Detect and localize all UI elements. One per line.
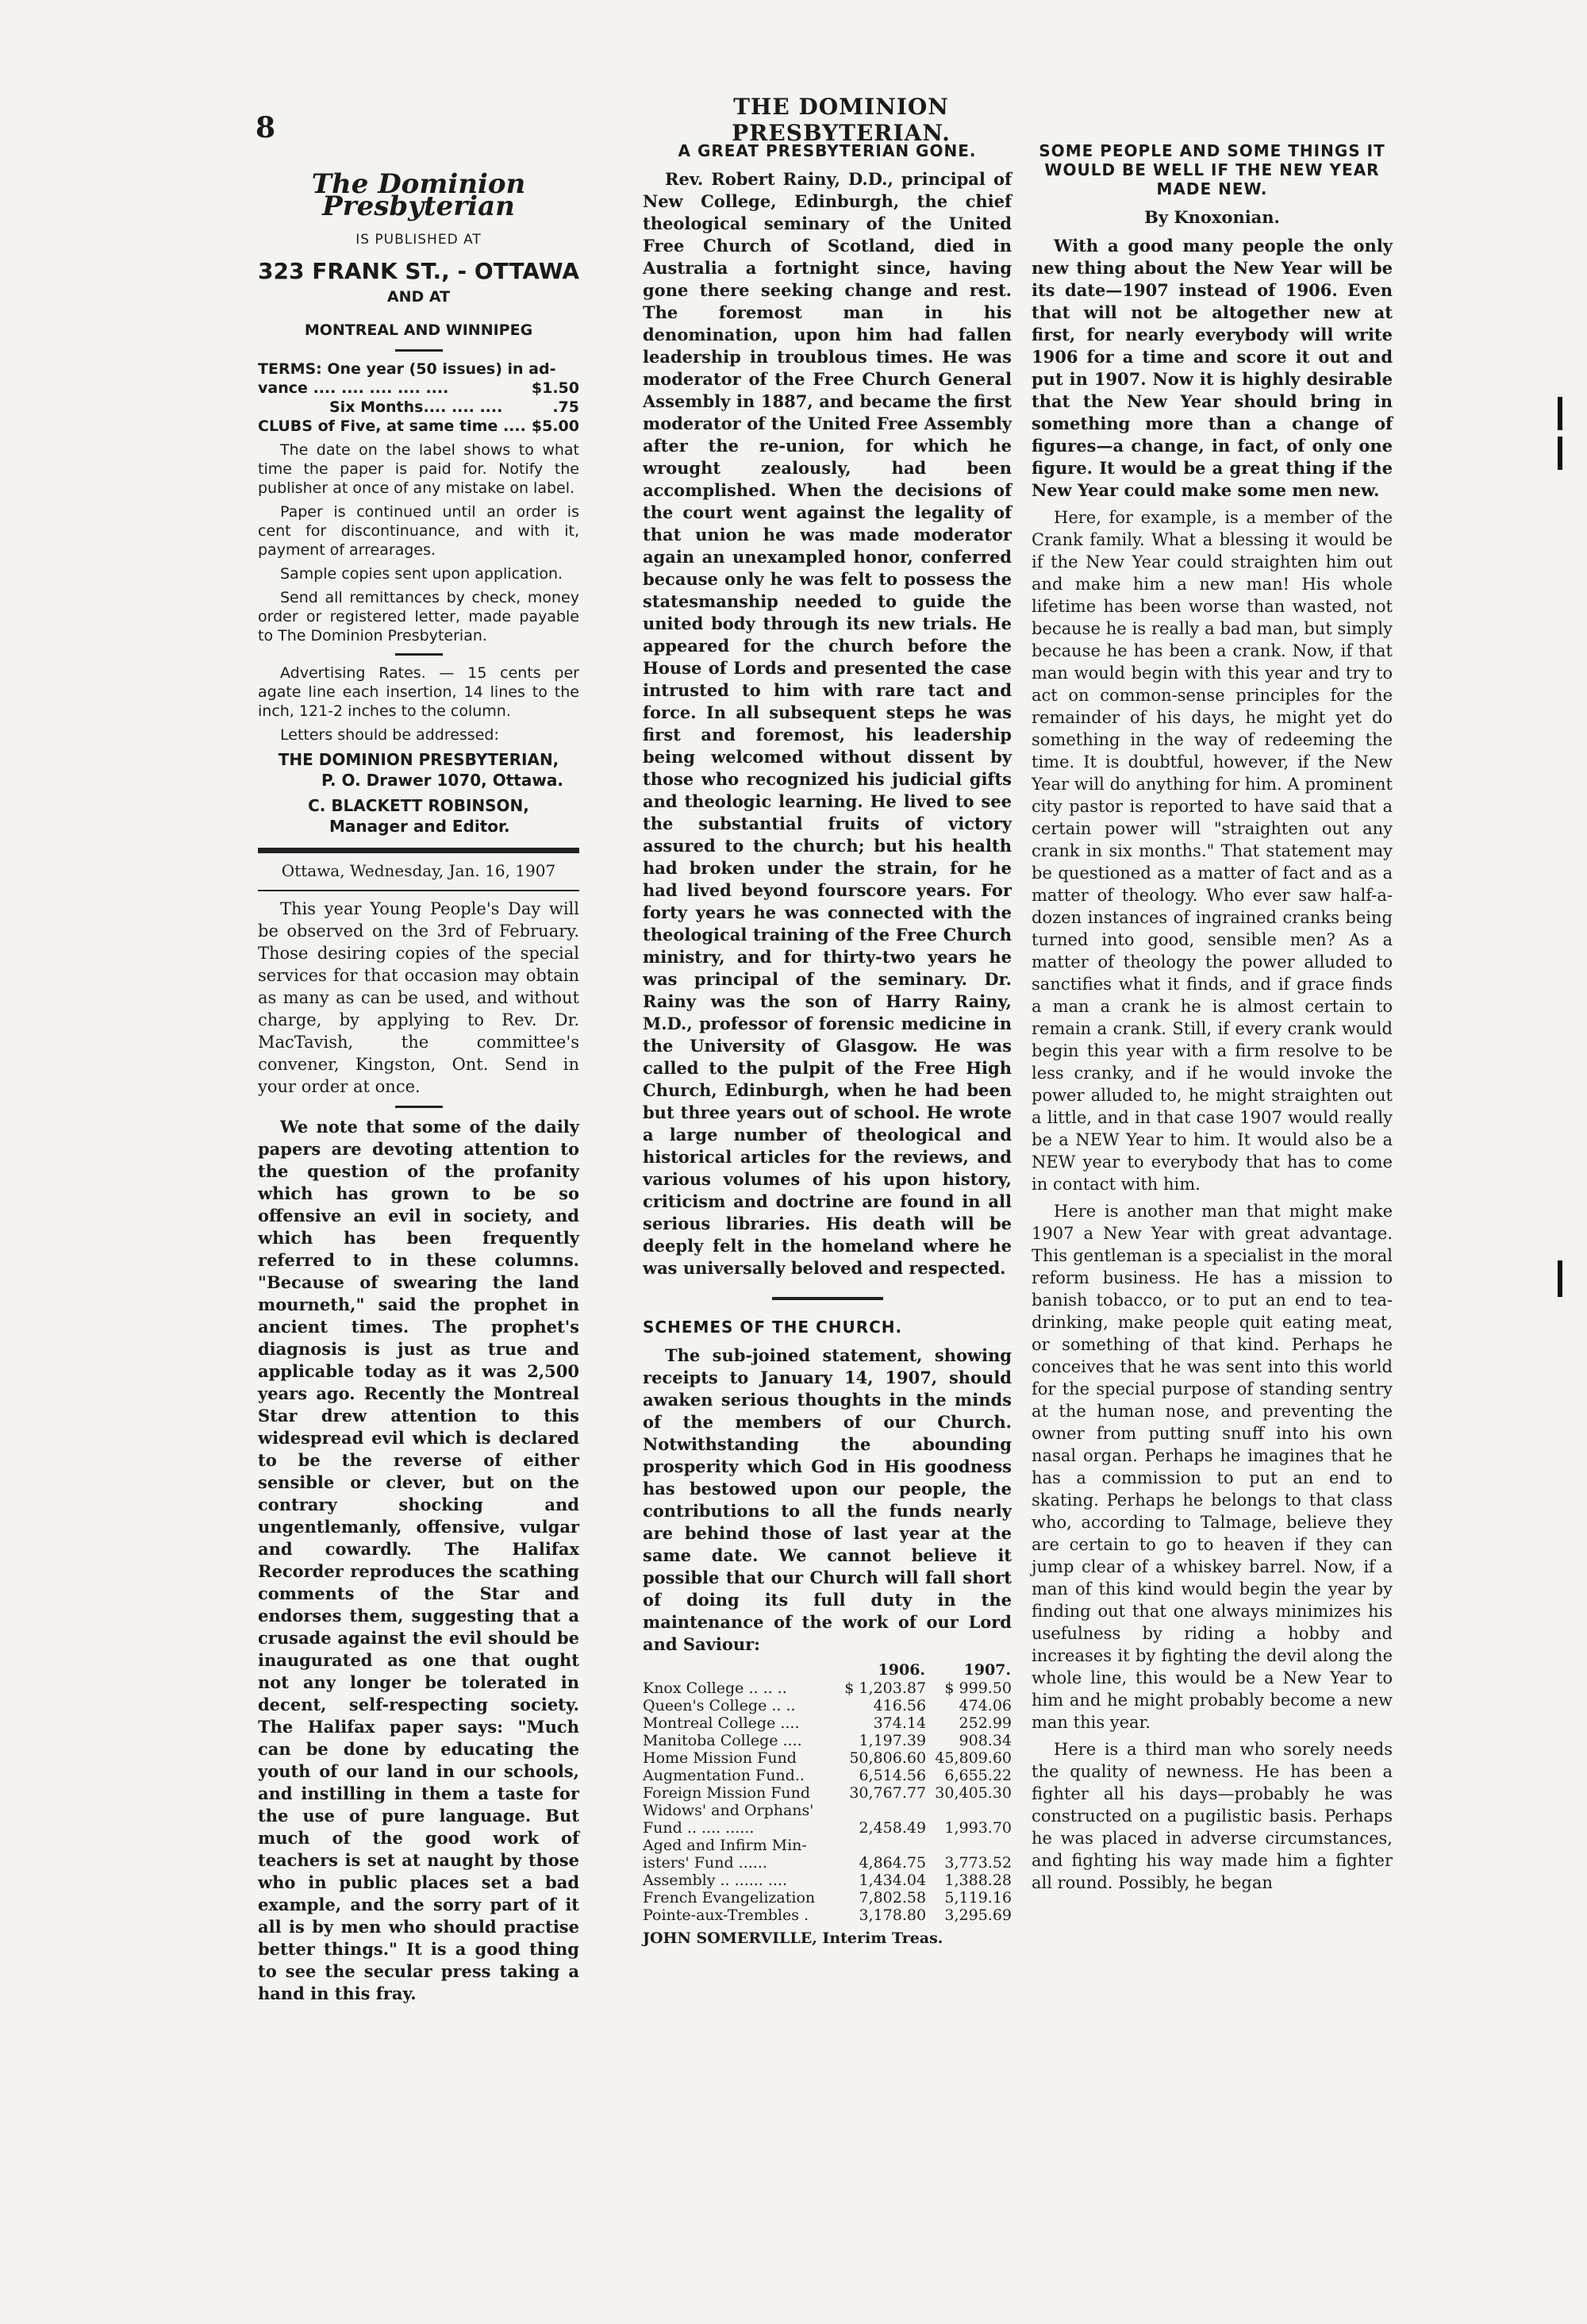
value-1907: $ 999.50 — [944, 1680, 1012, 1697]
masthead-cities: MONTREAL AND WINNIPEG — [304, 321, 533, 339]
manager-name: C. BLACKETT ROBINSON, — [308, 796, 529, 815]
value-1906 — [835, 1802, 926, 1819]
terms-line: TERMS: One year (50 issues) in ad- — [258, 360, 556, 378]
headline-schemes: SCHEMES OF THE CHURCH. — [643, 1318, 903, 1337]
notice-label: The date on the label shows to what time the paper is paid for. Notify the publisher at once of any mistake on label. — [258, 441, 579, 497]
knoxonian-p4: Here is a third man who sorely needs the quality of newness. He has been a fighter all his days—probably he was constructed on a pugilistic basis. Perhaps he was placed in adverse circumstances, and fighting his way made him a fighter all round. Possibly, he began — [1032, 1740, 1393, 1892]
table-row — [643, 1767, 1012, 1784]
divider — [395, 1106, 443, 1108]
published-at: IS PUBLISHED AT — [355, 232, 482, 248]
terms-price: $5.00 — [531, 417, 579, 435]
divider — [395, 349, 443, 352]
table-row — [643, 1714, 1012, 1732]
addressee: THE DOMINION PRESBYTERIAN, — [278, 750, 559, 769]
divider — [395, 653, 443, 656]
value-1907: 3,295.69 — [944, 1907, 1012, 1924]
knoxonian-p2: Here, for example, is a member of the Crank family. What a blessing it would be if the New Year could straighten him out and make him a new man! His whole lifetime has been worse than wasted, not because he is really a bad man, but simply because he has been a crank. Now, if that man would begin with this year and try to act on common-sense principles for the remainder of his days, he might yet do something in the way of redeeming the time. It is doubtful, however, if the New Year will do anything for him. A prominent city pastor is reported to have said that a certain power will "straighten out any crank in six months." That statement may be questioned as a matter of fact and as a matter of theology. Who ever saw half-a-dozen instances of ingrained cranks being turned into good, sensible men? As a matter of theology the power alluded to sanctifies what it finds, and if grace finds a man a crank he is almost certain to remain a crank. Still, if every crank would begin this year with a firm resolve to be less cranky, and if he would invoke the power alluded to, he might straighten out a little, and in that case 1907 would really be a NEW Year to him. It would also be a NEW year to everybody that has to come in contact with him. — [1032, 508, 1393, 1194]
value-1906: 416.56 — [873, 1697, 927, 1714]
value-1906: 374.14 — [873, 1714, 927, 1732]
running-head: THE DOMINION PRESBYTERIAN. — [732, 94, 951, 146]
knoxonian-p3: Here is another man that might make 1907 a New Year with great advantage. This gentleman is a specialist in the moral reform business. He has a mission to banish tobacco, or to put an end to tea-drinking, make people quit eating meat, or something of that kind. Perhaps he conceives that he was sent into this world for the special purpose of standing sentry at the human nose, and preventing the owner from putting snuff into his own nasal organ. Perhaps he imagines that he has a commission to put an end to skating. Perhaps he belongs to that class who, according to Talmage, believe they are certain to go to heaven if they can jump clear of a whiskey barrel. Now, if a man of this kind would begin the year by finding out that one always minimizes his usefulness by riding a hobby and increases it by fighting the devil along the whole line, this would be a New Year to him and he might probably become a new man this year. — [1032, 1202, 1393, 1732]
margin-mark — [1558, 437, 1562, 470]
table-row — [643, 1872, 1012, 1889]
value-1906 — [835, 1837, 926, 1854]
value-1907: 45,809.60 — [935, 1749, 1012, 1767]
value-1907: 1,993.70 — [944, 1819, 1012, 1837]
fund-name: isters' Fund ...... — [643, 1854, 767, 1872]
fund-name: French Evangelization — [643, 1889, 816, 1907]
terms-label: CLUBS of Five, at same time .... — [258, 417, 526, 435]
fund-name: Aged and Infirm Min- — [643, 1837, 807, 1854]
headline-rainy: A GREAT PRESBYTERIAN GONE. — [678, 141, 977, 160]
fund-name: Assembly .. ...... .... — [643, 1872, 788, 1889]
value-1907: 1,388.28 — [944, 1872, 1012, 1889]
table-row — [643, 1802, 1012, 1819]
masthead-address: 323 FRANK ST., - OTTAWA — [258, 258, 580, 284]
fund-name: Foreign Mission Fund — [643, 1784, 811, 1802]
table-header-1906: 1906. — [878, 1661, 926, 1679]
table-row — [643, 1749, 1012, 1767]
schemes-intro: The sub-joined statement, showing receipts to January 14, 1907, should awaken serious thoughts in the minds of the members of our Church. Notwithstanding the abounding prosperity which God in His goodness has bestowed upon our people, the contributions to all the funds nearly are behind those of last year at the same date. We cannot believe it possible that our Church will fall short of doing its full duty in the maintenance of the work of our Lord and Saviour: — [643, 1345, 1012, 1654]
column-middle — [643, 141, 1012, 1949]
young-peoples-day: This year Young People's Day will be observed on the 3rd of February. Those desiring copies of the special services for that occasion may obtain as many as can be used, and without charge, by applying to Rev. Dr. MacTavish, the committee's convener, Kingston, Ont. Send in your order at once. — [258, 899, 579, 1096]
column-right — [1032, 141, 1393, 1899]
fund-name: Knox College .. .. .. — [643, 1680, 787, 1697]
table-row — [643, 1889, 1012, 1907]
terms-row — [258, 379, 579, 398]
value-1907: 5,119.16 — [944, 1889, 1012, 1907]
table-row — [643, 1837, 1012, 1854]
value-1907 — [926, 1802, 1012, 1819]
value-1906: 4,864.75 — [859, 1854, 927, 1872]
masthead-notices — [258, 441, 579, 745]
table-row — [643, 1732, 1012, 1749]
knoxonian-p1: With a good many people the only new thing about the New Year will be its date—1907 instead of 1906. Even that will not be altogether new at first, for nearly everybody will write 1906 for a time and score it out and put in 1907. Now it is highly desirable that the New Year should bring in something more than a change of figures—a change, in fact, of only one figure. It would be a great thing if the New Year could make some men new. — [1032, 236, 1393, 500]
notice-letters: Letters should be addressed: — [280, 726, 499, 744]
drawer: P. O. Drawer 1070, Ottawa. — [321, 771, 563, 790]
value-1907: 908.34 — [959, 1732, 1012, 1749]
schemes-table — [643, 1660, 1012, 1924]
fund-name: Home Mission Fund — [643, 1749, 797, 1767]
value-1906: $ 1,203.87 — [844, 1680, 927, 1697]
column-masthead — [258, 141, 579, 2010]
subscription-terms — [258, 360, 579, 436]
fund-name: Manitoba College .... — [643, 1732, 802, 1749]
value-1906: 1,434.04 — [859, 1872, 927, 1889]
divider — [772, 1297, 883, 1300]
notice-continued: Paper is continued until an order is cent for discontinuance, and with it, payment of arrearages. — [258, 503, 579, 559]
value-1907: 252.99 — [959, 1714, 1012, 1732]
value-1907: 3,773.52 — [944, 1854, 1012, 1872]
fund-name: Fund .. .... ...... — [643, 1819, 755, 1837]
rainy-article: Rev. Robert Rainy, D.D., principal of New College, Edinburgh, the chief theological seminary of the United Free Church of Scotland, died in Australia a fortnight since, having gone there seeking change and rest. The foremost man in his denomination, upon him had fallen leadership in troublous times. He was moderator of the Free Church General Assembly in 1887, and became the first moderator of the United Free Assembly after the re-union, for which he wrought zealously, had been accomplished. When the decisions of the court went against the legality of that union he was made moderator again an unexampled honor, conferred because only he was felt to possess the statesmanship needed to guide the united body through its new trials. He appeared for the church before the House of Lords and presented the case intrusted to him with rare tact and force. In all subsequent steps he was first and foremost, his leadership being welcomed without dissent by those who recognized his judicial gifts and theologic learning. He lived to see the substantial fruits of victory assured to the church; but his health had broken under the strain, for he had lived beyond fourscore years. For forty years he was connected with the theological training of the Free Church ministry, and for thirty-two years he was principal of the seminary. Dr. Rainy was the son of Harry Rainy, M.D., professor of forensic medicine in the University of Glasgow. He was called to the pulpit of the Free High Church, Edinburgh, when he had been but three years out of school. He wrote a large number of theological and historical articles for the reviews, and various volumes of his upon history, criticism and doctrine are found in all serious libraries. His death will be deeply felt in the homeland where he was universally beloved and respected. — [643, 169, 1012, 1278]
value-1907 — [926, 1837, 1012, 1854]
terms-label: vance .... .... .... .... .... — [258, 379, 449, 397]
table-row — [643, 1819, 1012, 1837]
terms-row — [258, 398, 579, 417]
fund-name: Montreal College .... — [643, 1714, 800, 1732]
manager-title: Manager and Editor. — [329, 817, 510, 836]
table-row — [643, 1697, 1012, 1714]
table-row — [643, 1784, 1012, 1802]
terms-price: $1.50 — [531, 379, 579, 397]
table-header-1907: 1907. — [963, 1661, 1011, 1679]
table-header-name — [643, 1660, 835, 1680]
notice-sample: Sample copies sent upon application. — [280, 565, 563, 583]
divider — [258, 890, 579, 891]
and-at: AND AT — [386, 288, 451, 306]
headline-knoxonian: SOME PEOPLE AND SOME THINGS IT WOULD BE WELL IF THE NEW YEAR MADE NEW. — [1039, 141, 1385, 198]
value-1906: 3,178.80 — [859, 1907, 927, 1924]
value-1906: 1,197.39 — [859, 1732, 927, 1749]
table-row — [643, 1907, 1012, 1924]
value-1906: 50,806.60 — [849, 1749, 927, 1767]
dateline: Ottawa, Wednesday, Jan. 16, 1907 — [281, 861, 556, 880]
value-1907: 6,655.22 — [944, 1767, 1012, 1784]
terms-label: Six Months.... .... .... — [329, 398, 503, 416]
fund-name: Augmentation Fund.. — [643, 1767, 805, 1784]
fund-name: Pointe-aux-Trembles . — [643, 1907, 809, 1924]
table-header-row — [643, 1660, 1012, 1680]
fund-name: Queen's College .. .. — [643, 1697, 796, 1714]
treasurer: JOHN SOMERVILLE, Interim Treas. — [643, 1930, 943, 1947]
value-1906: 6,514.56 — [859, 1767, 927, 1784]
margin-mark — [1558, 1260, 1562, 1297]
terms-price: .75 — [552, 398, 579, 416]
table-row — [643, 1680, 1012, 1697]
margin-mark — [1558, 397, 1562, 430]
value-1906: 2,458.49 — [859, 1819, 927, 1837]
masthead-title: The Dominion Presbyterian — [311, 168, 526, 222]
value-1906: 30,767.77 — [849, 1784, 927, 1802]
page-number: 8 — [256, 111, 276, 144]
byline: By Knoxonian. — [1144, 207, 1280, 227]
value-1907: 30,405.30 — [935, 1784, 1012, 1802]
divider — [258, 848, 579, 853]
notice-advert: Advertising Rates. — 15 cents per agate line each insertion, 14 lines to the inch, 121-2 inches to the column. — [258, 664, 579, 720]
value-1906: 7,802.58 — [859, 1889, 927, 1907]
notice-remit: Send all remittances by check, money order or registered letter, made payable to The Dominion Presbyterian. — [258, 589, 579, 644]
profanity-editorial: We note that some of the daily papers are devoting attention to the question of the profanity which has grown to be so offensive an evil in society, and which has been frequently referred to in these columns. "Because of swearing the land mourneth," said the prophet in ancient times. The prophet's diagnosis is just as true and applicable today as it was 2,500 years ago. Recently the Montreal Star drew attention to this widespread evil which is declared to be the reverse of either sensible or clever, but on the contrary shocking and ungentlemanly, offensive, vulgar and cowardly. The Halifax Recorder reproduces the scathing comments of the Star and endorses them, suggesting that a crusade against the evil should be inaugurated as one that ought not any longer be tolerated in decent, self-respecting society. The Halifax paper says: "Much can be done by educating the youth of our land in our schools, and instilling in them a taste for the use of pure language. But much of the good work of teachers is set at naught by those who in public places set a bad example, and the sorry part of it all is by men who should practise better things." It is a good thing to see the secular press taking a hand in this fray. — [258, 1117, 579, 2003]
fund-name: Widows' and Orphans' — [643, 1802, 814, 1819]
terms-row — [258, 417, 579, 436]
value-1907: 474.06 — [959, 1697, 1012, 1714]
table-row — [643, 1854, 1012, 1872]
